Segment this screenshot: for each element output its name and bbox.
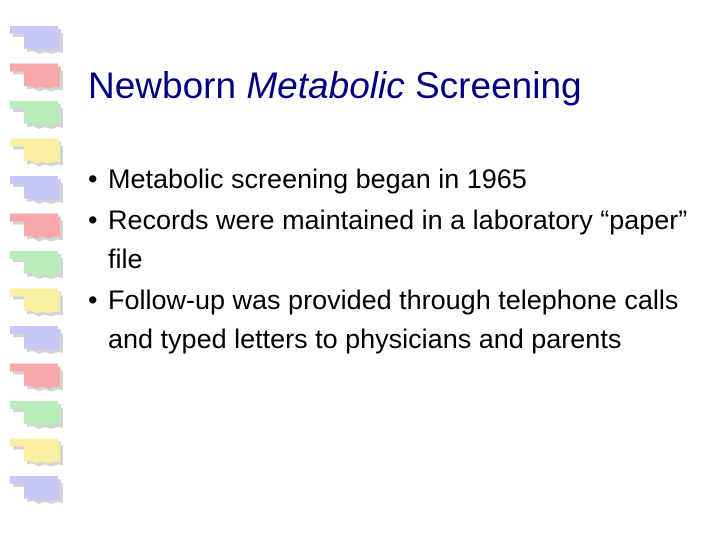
bullet-text: Records were maintained in a laboratory “paper” file — [108, 205, 688, 274]
bullet-marker: • — [88, 205, 98, 235]
oklahoma-shape-icon — [10, 139, 63, 167]
oklahoma-shape-icon — [10, 289, 63, 317]
oklahoma-shape-icon — [10, 214, 63, 242]
oklahoma-shape-icon — [10, 251, 63, 279]
oklahoma-shape-icon — [10, 326, 63, 354]
bullet-item — [88, 160, 688, 199]
oklahoma-map-decoration — [0, 0, 80, 540]
oklahoma-shape-icon — [10, 26, 63, 54]
oklahoma-shape-icon — [10, 401, 63, 429]
oklahoma-shape-icon — [10, 176, 63, 204]
oklahoma-shape-icon — [10, 364, 63, 392]
bullet-item — [88, 201, 688, 279]
title-part-2-italic: Metabolic — [246, 65, 405, 106]
title-part-1: Newborn — [88, 65, 247, 106]
bullet-marker: • — [88, 285, 98, 315]
bullet-marker: • — [88, 164, 98, 194]
bullet-list — [88, 160, 688, 361]
title-part-3: Screening — [404, 65, 582, 106]
bullet-text: Metabolic screening began in 1965 — [108, 164, 527, 194]
bullet-item — [88, 281, 688, 359]
slide-title — [88, 64, 582, 108]
bullet-text: Follow-up was provided through telephone calls and typed letters to physicians and parents — [108, 285, 679, 354]
oklahoma-shape-icon — [10, 476, 63, 504]
oklahoma-shape-icon — [10, 101, 63, 129]
oklahoma-shape-icon — [10, 439, 63, 467]
oklahoma-shape-icon — [10, 64, 63, 92]
